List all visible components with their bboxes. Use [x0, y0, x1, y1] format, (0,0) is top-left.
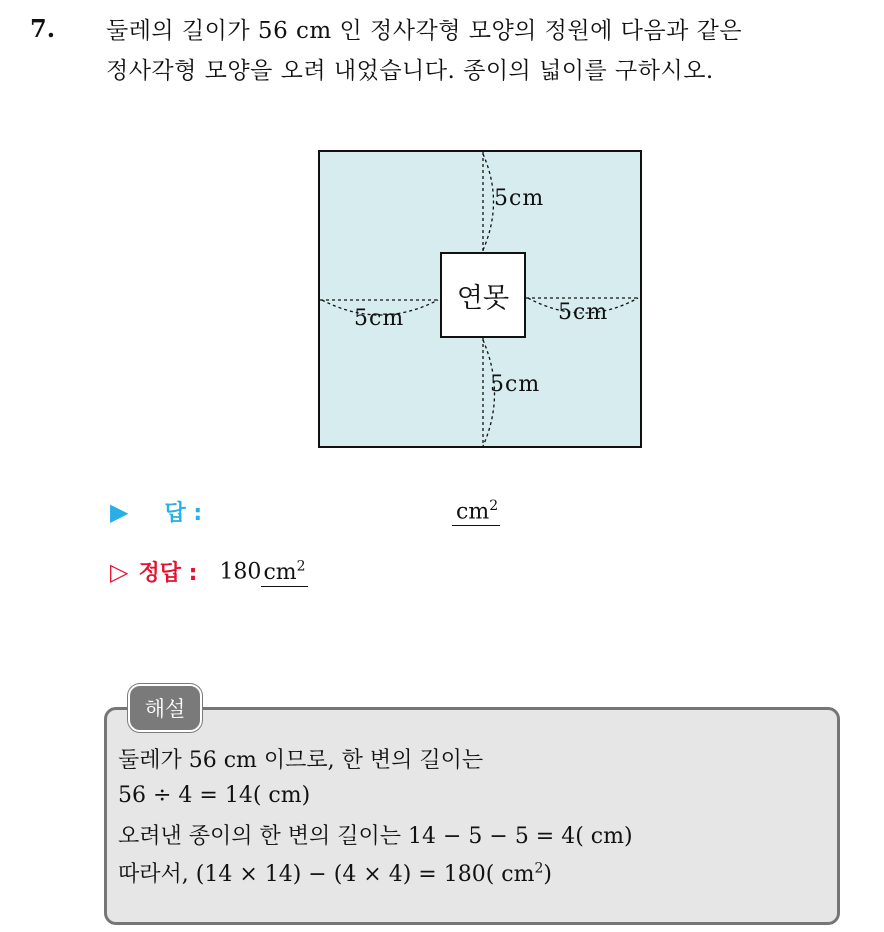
answer-label: 답 :: [164, 501, 203, 526]
dimension-label-left: 5cm: [354, 306, 405, 331]
solution-box: [104, 707, 840, 925]
solution-tab: 해설: [128, 684, 202, 732]
solution-line-2: 56 ÷ 4 = 14( cm): [118, 783, 311, 808]
solution-line-1: 둘레가 56 cm 이므로, 한 변의 길이는: [118, 748, 484, 773]
answer-unit-sup: 2: [489, 498, 499, 514]
solution-line-4-sup: 2: [534, 860, 544, 877]
question-text-line-1: 둘레의 길이가 56 cm 인 정사각형 모양의 정원에 다음과 같은: [106, 18, 743, 44]
correct-answer-row: [110, 556, 308, 587]
answer-blank[interactable]: [452, 498, 500, 526]
question-number: 7.: [30, 14, 56, 43]
solution-line-4-end: ): [543, 862, 553, 887]
answer-marker-icon: ▶: [110, 497, 129, 526]
correct-answer-unit-sup: 2: [296, 558, 306, 575]
dimension-label-top: 5cm: [494, 186, 545, 211]
question-text-line-2: 정사각형 모양을 오려 내었습니다. 종이의 넓이를 구하시오.: [106, 58, 714, 84]
correct-answer-value: [219, 558, 307, 584]
correct-answer-unit: cm: [263, 559, 297, 585]
dimension-label-bottom: 5cm: [490, 372, 541, 397]
pond-box: 연못: [440, 252, 526, 338]
answer-row: [110, 496, 202, 527]
solution-line-4-main: 따라서, (14 × 14) − (4 × 4) = 180( cm: [118, 862, 535, 887]
correct-answer-label: 정답 :: [138, 561, 198, 586]
dimension-label-right: 5cm: [558, 300, 609, 325]
correct-marker-icon: ▷: [110, 557, 129, 586]
garden-figure: [318, 150, 644, 450]
solution-line-4: [118, 857, 552, 888]
correct-answer-unit-wrap: [261, 560, 307, 587]
solution-line-3: 오려낸 종이의 한 변의 길이는 14 − 5 − 5 = 4( cm): [118, 824, 633, 849]
correct-answer-number: 180: [219, 559, 262, 585]
answer-unit: cm: [456, 499, 490, 525]
